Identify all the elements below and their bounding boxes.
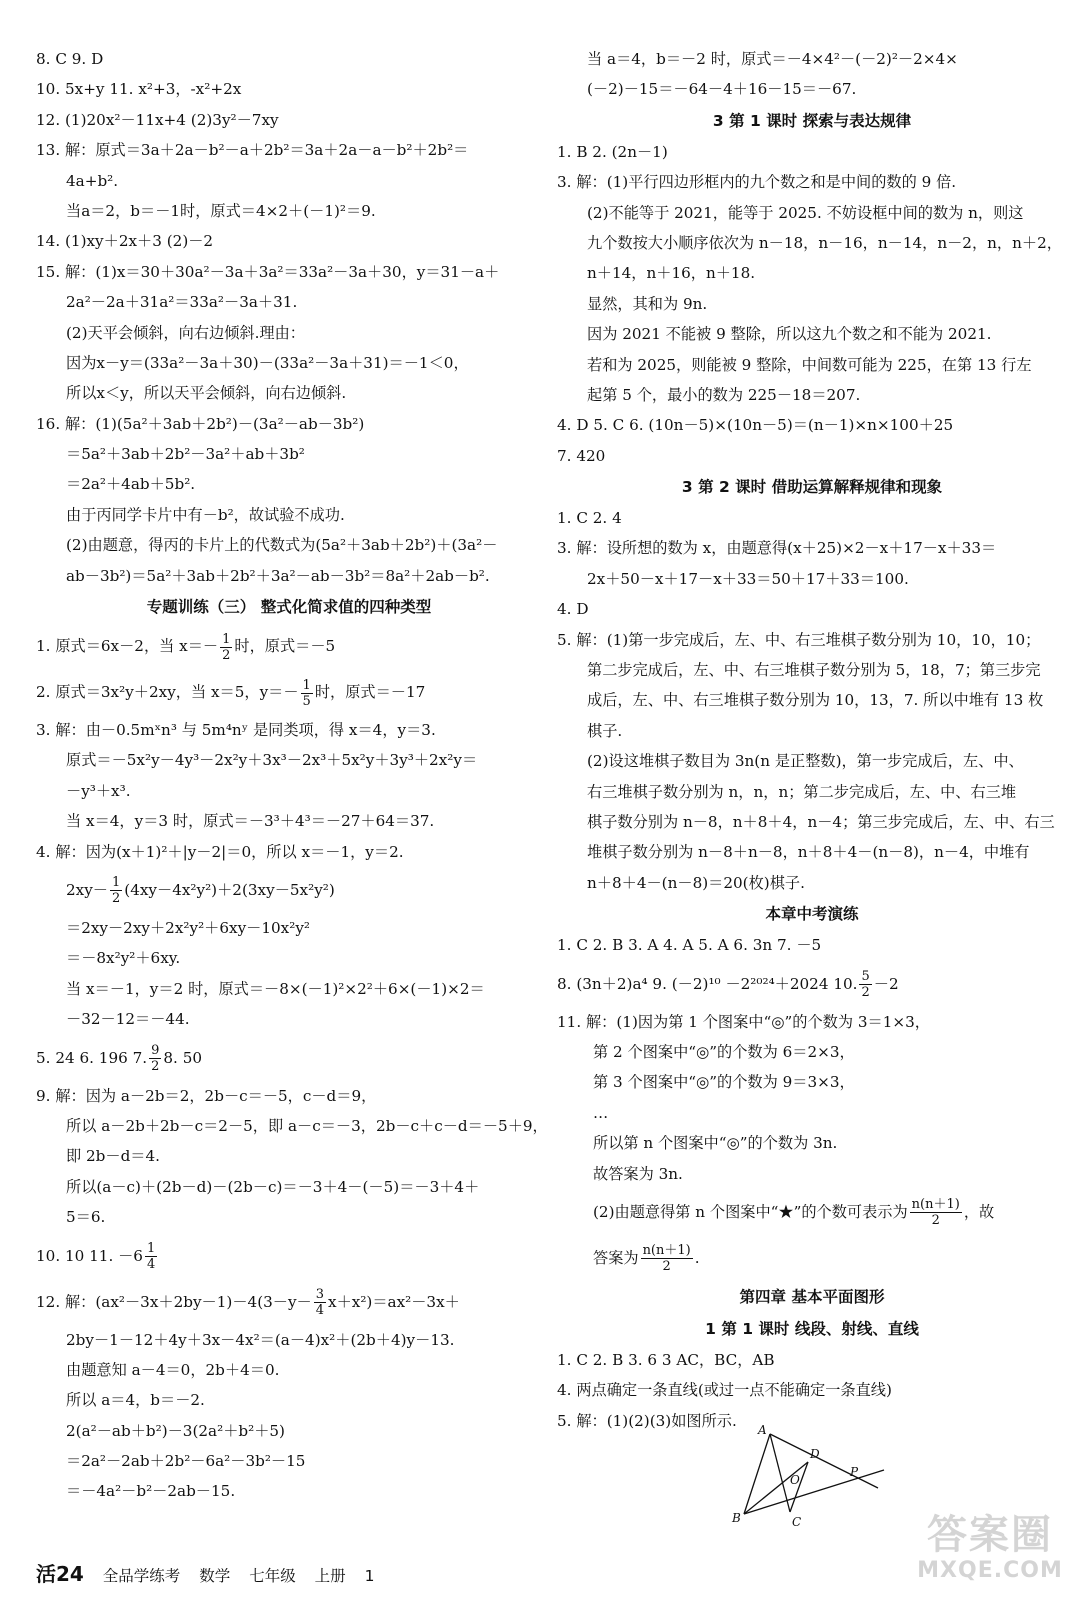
numerator: 5	[861, 969, 870, 985]
answer-line: 由题意知 a－4＝0，2b＋4＝0.	[66, 1360, 280, 1379]
answer-line: …	[593, 1103, 609, 1122]
section-heading: 3 第 1 课时 探索与表达规律	[712, 111, 912, 130]
answer-line: 起第 5 个，最小的数为 225－18＝207.	[587, 385, 861, 404]
answer-text: 2. 原式＝3x²y＋2xy，当 x＝5，y＝－	[36, 683, 299, 702]
answer-text: 8. (3n＋2)a⁴ 9. (－2)¹⁰ －2²⁰²⁴＋2024 10.	[557, 974, 858, 993]
answer-line: 堆棋子数分别为 n－8＋n－8，n＋8＋4－(n－8)，n－4，中堆有	[587, 843, 1030, 862]
answer-line: 棋子.	[587, 721, 623, 740]
subject: 数学	[199, 1567, 231, 1585]
denominator: 2	[112, 891, 121, 907]
answer-line: 第二步完成后，左、中、右三堆棋子数分别为 5，18，7；第三步完	[587, 661, 1041, 680]
denominator: 2	[151, 1059, 160, 1075]
answer-line: 15. 解：(1)x＝30＋30a²－3a＋3a²＝33a²－3a＋30，y＝31－a＋	[36, 262, 500, 281]
answer-text: 8. 50	[163, 1048, 203, 1067]
answer-line	[557, 961, 1067, 1007]
answer-line: 棋子数分别为 n－8，n＋8＋4，n－4；第三步完成后，左、中、右三	[587, 812, 1055, 831]
answer-line	[557, 1235, 1067, 1281]
volume: 上册	[314, 1567, 346, 1585]
answer-line: 2x＋50－x＋17－x＋33＝50＋17＋33＝100.	[587, 569, 909, 588]
answer-text: 2xy－	[66, 880, 108, 899]
answer-line	[36, 867, 542, 913]
numerator: 1	[146, 1241, 156, 1256]
answer-text: 时，原式＝－5	[234, 637, 336, 656]
numerator: 1	[302, 677, 311, 693]
numerator: n(n＋1)	[911, 1197, 960, 1213]
answer-line: ab－3b²)＝5a²＋3ab＋2b²＋3a²－ab－3b²＝8a²＋2ab－b².	[66, 566, 490, 585]
chapter-heading: 第四章 基本平面图形	[739, 1287, 885, 1306]
answer-line: 所以x＜y，所以天平会倾斜，向右边倾斜.	[66, 384, 347, 403]
answer-line: 4a+b².	[66, 171, 119, 190]
answer-text: －2	[873, 974, 899, 993]
denominator: 2	[662, 1259, 671, 1275]
grade: 七年级	[249, 1567, 296, 1585]
answer-line: 12. (1)20x²－11x+4 (2)3y²－7xy	[36, 110, 279, 129]
answer-line: 当 x＝－1，y＝2 时，原式＝－8×(－1)²×2²＋6×(－1)×2＝	[66, 979, 485, 998]
answer-line: 10. 5x+y 11. x²+3，-x²+2x	[36, 80, 242, 99]
answer-line: －y³＋x³.	[66, 781, 131, 800]
numerator: 1	[222, 631, 231, 647]
answer-line: 5. 解：(1)(2)(3)如图所示.	[557, 1411, 737, 1430]
denominator: 4	[146, 1257, 156, 1272]
answer-line: 13. 解：原式＝3a＋2a－b²－a＋2b²＝3a＋2a－a－b²＋2b²＝	[36, 141, 469, 160]
answer-line: n＋14，n＋16，n＋18.	[587, 264, 756, 283]
answer-text: 5. 24 6. 196 7.	[36, 1048, 148, 1067]
page-number: 活24	[36, 1562, 84, 1586]
denominator: 2	[222, 647, 231, 663]
answer-line: 7. 420	[557, 446, 606, 465]
answer-line: ＝－8x²y²＋6xy.	[66, 949, 181, 968]
fraction	[220, 632, 232, 663]
section-heading: 本章中考演练	[765, 905, 859, 924]
answer-line: 4. D 5. C 6. (10n－5)×(10n－5)＝(n－1)×n×100＋25	[557, 416, 954, 435]
watermark	[900, 1512, 1080, 1594]
answer-text: 时，原式＝－17	[314, 683, 426, 702]
ray-bp	[744, 1470, 884, 1514]
fraction	[145, 1241, 157, 1272]
fraction	[859, 969, 871, 1000]
answer-line: 4. D	[557, 600, 589, 619]
denominator: 2	[861, 985, 870, 1001]
section-heading: 专题训练（三） 整式化简求值的四种类型	[146, 598, 432, 617]
answer-line: ＝5a²＋3ab＋2b²－3a²＋ab＋3b²	[66, 445, 305, 464]
answer-line: 2(a²－ab＋b²)－3(2a²＋b²＋5)	[66, 1421, 285, 1440]
answer-line: 16. 解：(1)(5a²＋3ab＋2b²)－(3a²－ab－3b²)	[36, 414, 365, 433]
answer-line	[36, 1035, 542, 1081]
watermark-url: MXQE.COM	[917, 1558, 1063, 1583]
answer-line: 所以 a－2b＋2b－c＝2－5，即 a－c＝－3，2b－c＋c－d＝－5＋9，	[66, 1116, 548, 1135]
right-column	[557, 44, 1067, 1436]
answer-line: 因为x－y＝(33a²－3a＋30)－(33a²－3a＋31)＝－1＜0，	[66, 353, 469, 372]
answer-line: 11. 解：(1)因为第 1 个图案中“◎”的个数为 3＝1×3，	[557, 1012, 930, 1031]
answer-line: ＝2a²－2ab＋2b²－6a²－3b²－15	[66, 1452, 306, 1471]
answer-line: 第 3 个图案中“◎”的个数为 9＝3×3，	[593, 1073, 855, 1092]
answer-line: 1. B 2. (2n－1)	[557, 142, 668, 161]
answer-line: 5＝6.	[66, 1208, 106, 1227]
answer-line	[36, 623, 542, 669]
fraction	[110, 875, 122, 906]
section-heading: 1 第 1 课时 线段、射线、直线	[705, 1319, 919, 1338]
answer-text: 10. 10 11. －6	[36, 1246, 143, 1265]
answer-line: 当a＝2，b＝－1时，原式＝4×2＋(－1)²＝9.	[66, 201, 376, 220]
segment-ab	[744, 1434, 770, 1514]
answer-line: 8. C 9. D	[36, 50, 104, 68]
answer-line: 即 2b－d＝4.	[66, 1147, 160, 1166]
answer-line: ＝－4a²－b²－2ab－15.	[66, 1482, 236, 1501]
answer-line	[557, 1189, 1067, 1235]
answer-line: 9. 解：因为 a－2b＝2，2b－c＝－5，c－d＝9，	[36, 1086, 377, 1105]
book-title: 全品学练考	[102, 1567, 181, 1585]
answer-line: 2a²－2a＋31a²＝33a²－3a＋31.	[66, 293, 298, 312]
numerator: 1	[112, 875, 121, 891]
answer-line: 所以 a＝4，b＝－2.	[66, 1391, 205, 1410]
answer-line: n＋8＋4－(n－8)＝20(枚)棋子.	[587, 873, 805, 892]
answer-line	[36, 1233, 542, 1279]
geometry-figure	[730, 1418, 890, 1530]
page-footer	[36, 1560, 388, 1590]
answer-line: 当 a＝4，b＝－2 时，原式＝－4×4²－(－2)²－2×4×	[587, 50, 958, 68]
answer-line	[36, 1279, 542, 1325]
answer-line: 由于丙同学卡片中有－b²，故试验不成功.	[66, 505, 345, 524]
numerator: 3	[315, 1287, 325, 1302]
denominator: 5	[302, 693, 311, 709]
numerator: n(n＋1)	[642, 1243, 691, 1259]
fraction	[149, 1043, 161, 1074]
answer-line: 2by－1－12＋4y＋3x－4x²＝(a－4)x²＋(2b＋4)y－13.	[66, 1330, 455, 1349]
fraction	[641, 1243, 693, 1274]
answer-text: 1. 原式＝6x－2，当 x＝－	[36, 637, 219, 656]
answer-line: ＝2xy－2xy＋2x²y²＋6xy－10x²y²	[66, 918, 310, 937]
answer-line: 3. 解：设所想的数为 x，由题意得(x＋25)×2－x＋17－x＋33＝	[557, 539, 997, 558]
answer-line: 九个数按大小顺序依次为 n－18，n－16，n－14，n－2，n，n＋2，	[587, 233, 1062, 252]
point-d-label: D	[810, 1447, 820, 1461]
section-heading: 3 第 2 课时 借助运算解释规律和现象	[681, 478, 943, 497]
point-b-label: B	[732, 1511, 741, 1525]
answer-line: 第 2 个图案中“◎”的个数为 6＝2×3，	[593, 1042, 855, 1061]
answer-line: 5. 解：(1)第一步完成后，左、中、右三堆棋子数分别为 10，10，10；	[557, 630, 1041, 649]
answer-line: 4. 解：因为(x＋1)²＋|y－2|＝0，所以 x＝－1，y＝2.	[36, 842, 404, 861]
answer-line: (2)不能等于 2021，能等于 2025. 不妨设框中间的数为 n，则这	[587, 203, 1024, 222]
answer-line: 1. C 2. B 3. 6 3 AC，BC，AB	[557, 1350, 775, 1369]
volume-number: 1	[364, 1567, 375, 1585]
answer-line: 14. (1)xy＋2x＋3 (2)－2	[36, 232, 214, 251]
answer-line: (－2)－15＝－64－4＋16－15＝－67.	[587, 80, 857, 99]
answer-text: x＋x²)＝ax²－3x＋	[328, 1292, 460, 1311]
answer-line: 右三堆棋子数分别为 n，n，n；第二步完成后，左、中、右三堆	[587, 782, 1017, 801]
answer-text: (2)由题意得第 n 个图案中“★”的个数可表示为	[593, 1202, 908, 1221]
answer-line: (2)由题意，得丙的卡片上的代数式为(5a²＋3ab＋2b²)＋(3a²－	[66, 536, 498, 555]
answer-text: .	[694, 1248, 700, 1267]
answer-line: (2)设这堆棋子数目为 3n(n 是正整数)，第一步完成后，左、中、	[587, 752, 1024, 771]
answer-line	[36, 669, 542, 715]
answer-text: 12. 解：(ax²－3x＋2by－1)－4	[36, 1292, 258, 1311]
answer-text: (4xy－4x²y²)＋2(3xy－5x²y²)	[124, 880, 335, 899]
answer-line: 成后，左、中、右三堆棋子数分别为 10，13，7. 所以中堆有 13 枚	[587, 691, 1044, 710]
answer-line: 因为 2021 不能被 9 整除，所以这九个数之和不能为 2021.	[587, 325, 992, 344]
left-column	[36, 44, 548, 1507]
answer-text: 答案为	[593, 1248, 639, 1267]
answer-line: 原式＝－5x²y－4y³－2x²y＋3x³－2x³＋5x²y＋3y³＋2x²y＝	[66, 751, 478, 770]
fraction	[314, 1287, 326, 1318]
answer-line: ＝2a²＋4ab＋5b².	[66, 475, 196, 494]
watermark-text: 答案圈	[927, 1512, 1053, 1558]
answer-line: 所以(a－c)＋(2b－d)－(2b－c)＝－3＋4－(－5)＝－3＋4＋	[66, 1177, 480, 1196]
answer-line: 故答案为 3n.	[593, 1164, 683, 1183]
point-o-label: O	[790, 1473, 800, 1487]
answer-line: 1. C 2. B 3. A 4. A 5. A 6. 3n 7. －5	[557, 936, 822, 955]
point-p-label: P	[850, 1465, 859, 1479]
answer-line: 1. C 2. 4	[557, 509, 622, 528]
fraction	[910, 1197, 962, 1228]
answer-line: 显然，其和为 9n.	[587, 294, 708, 313]
denominator: 4	[315, 1303, 325, 1318]
denominator: 2	[931, 1213, 940, 1229]
answer-line: 若和为 2025，则能被 9 整除，中间数可能为 225，在第 13 行左	[587, 355, 1032, 374]
answer-text: (3－y－	[257, 1292, 312, 1311]
point-c-label: C	[792, 1515, 802, 1529]
answer-line: 3. 解：由－0.5mˣn³ 与 5m⁴nʸ 是同类项，得 x＝4，y＝3.	[36, 721, 436, 740]
answer-line: 3. 解：(1)平行四边形框内的九个数之和是中间的数的 9 倍.	[557, 173, 957, 192]
answer-line: －32－12＝－44.	[66, 1010, 190, 1029]
answer-text: ，故	[963, 1202, 995, 1221]
answer-line: (2)天平会倾斜，向右边倾斜.理由：	[66, 323, 305, 342]
point-a-label: A	[758, 1423, 767, 1437]
answer-line: 当 x＝4，y＝3 时，原式＝－3³＋4³＝－27＋64＝37.	[66, 812, 435, 831]
answer-line: 所以第 n 个图案中“◎”的个数为 3n.	[593, 1134, 838, 1153]
numerator: 9	[151, 1043, 160, 1059]
answer-line: 4. 两点确定一条直线(或过一点不能确定一条直线)	[557, 1381, 892, 1400]
fraction	[301, 678, 313, 709]
